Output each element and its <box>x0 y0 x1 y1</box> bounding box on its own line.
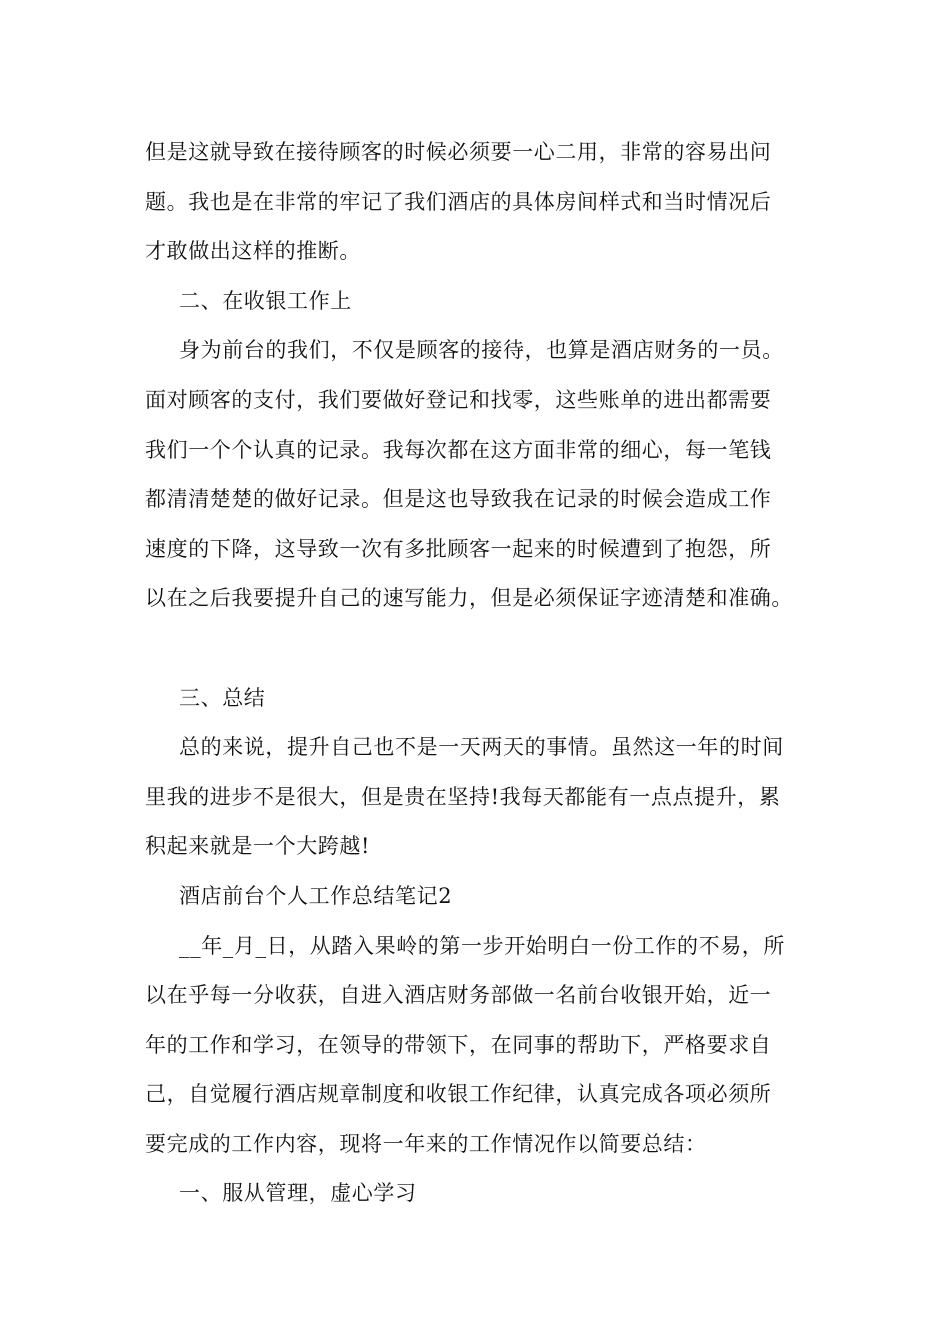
paragraph-cashier <box>145 326 815 624</box>
text-line: 我们一个个认真的记录。我每次都在这方面非常的细心，每一笔钱 <box>145 437 772 462</box>
text-line: 积起来就是一个大跨越! <box>145 834 371 859</box>
blank-line <box>145 624 815 674</box>
document-title-2: 酒店前台个人工作总结笔记2 <box>179 883 453 908</box>
paragraph-intro <box>145 922 815 1170</box>
paragraph-summary <box>145 723 815 872</box>
text-line: 身为前台的我们，不仅是顾客的接待，也算是酒店财务的一员。 <box>179 338 784 363</box>
text-line: 面对顾客的支付，我们要做好登记和找零，这些账单的进出都需要 <box>145 387 772 412</box>
text-line: 总的来说，提升自己也不是一天两天的事情。虽然这一年的时间 <box>179 735 784 760</box>
text-line: __年_月_日，从踏入果岭的第一步开始明白一份工作的不易，所 <box>179 933 785 958</box>
document-body <box>145 128 815 1219</box>
text-line: 要完成的工作内容，现将一年来的工作情况作以简要总结： <box>145 1131 707 1156</box>
section-heading-obey: 一、服从管理，虚心学习 <box>179 1181 417 1206</box>
text-line: 里我的进步不是很大，但是贵在坚持!我每天都能有一点点提升，累 <box>145 784 781 809</box>
text-line: 但是这就导致在接待顾客的时候必须要一心二用，非常的容易出问 <box>145 140 772 164</box>
text-line: 速度的下降，这导致一次有多批顾客一起来的时候遭到了抱怨，所 <box>145 536 772 561</box>
text-line: 年的工作和学习，在领导的带领下，在同事的帮助下，严格要求自 <box>145 1032 772 1057</box>
text-line: 己，自觉履行酒店规章制度和收银工作纪律，认真完成各项必须所 <box>145 1082 772 1107</box>
paragraph-reception <box>145 128 815 277</box>
text-line: 都清清楚楚的做好记录。但是这也导致我在记录的时候会造成工作 <box>145 487 772 512</box>
text-line: 以在之后我要提升自己的速写能力，但是必须保证字迹清楚和准确。 <box>145 586 793 611</box>
section-heading-cashier: 二、在收银工作上 <box>179 288 352 313</box>
text-line: 以在乎每一分收获，自进入酒店财务部做一名前台收银开始，近一 <box>145 983 772 1008</box>
section-heading-summary: 三、总结 <box>179 685 266 710</box>
text-line: 才敢做出这样的推断。 <box>145 239 361 264</box>
text-line: 题。我也是在非常的牢记了我们酒店的具体房间样式和当时情况后 <box>145 189 772 214</box>
